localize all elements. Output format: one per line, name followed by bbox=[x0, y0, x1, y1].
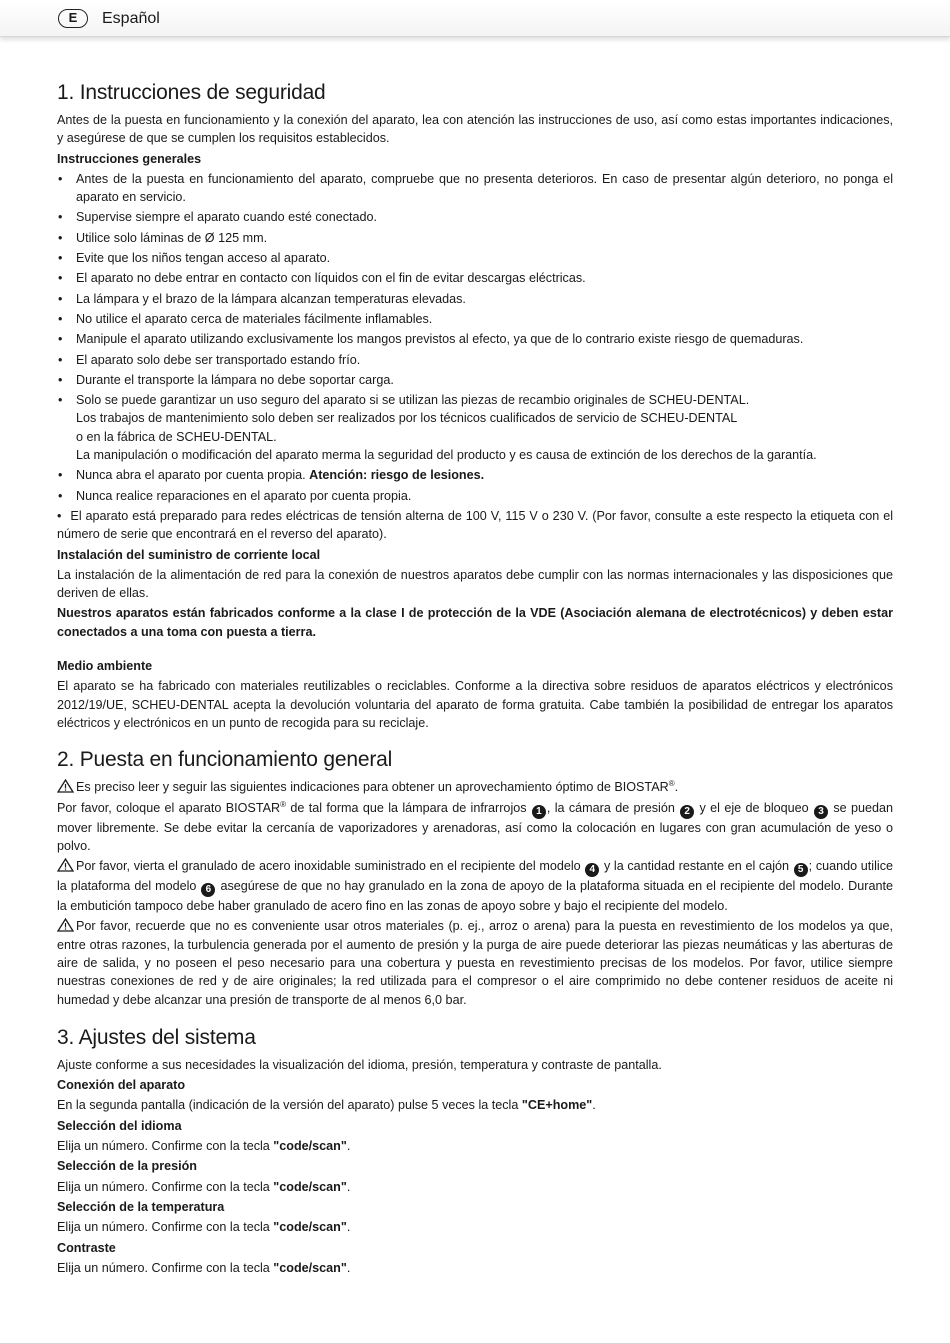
key-label: "CE+home" bbox=[521, 1098, 593, 1113]
materials-text bbox=[57, 917, 893, 1008]
text-span: Elija un número. Confirme con la tecla bbox=[57, 1220, 274, 1235]
page-header bbox=[0, 0, 950, 37]
text-span: asegúrese de que no hay granulado en la zona de apoyo de la plataforma situada en el recipiente del modelo. Durante la embutición tampoco debe haber granulado de acero fino en las zonas de apoyo sobre y bajo el recipiente del modelo. bbox=[57, 879, 893, 914]
text-span: se puedan mover libremente. Se debe evitar la cercanía de vaporizadores y arenadoras, así como la colocación en lugares con gran acumulación de yeso o polvo. bbox=[57, 800, 893, 853]
list-item: • Utilice solo láminas de Ø 125 mm. bbox=[57, 229, 893, 247]
registered-mark: ® bbox=[668, 779, 675, 789]
granulate-text bbox=[57, 857, 893, 915]
device-connection-text bbox=[57, 1096, 893, 1114]
power-supply-text: La instalación de la alimentación de red para la conexión de nuestros aparatos debe cumplir con las normas internacionales y las disposiciones que deriven de ellas. bbox=[57, 567, 893, 601]
pressure-selection-title: Selección de la presión bbox=[57, 1159, 197, 1174]
period: . bbox=[346, 1260, 351, 1275]
factory-text: o en la fábrica de SCHEU-DENTAL. bbox=[76, 429, 277, 444]
device-connection-title: Conexión del aparato bbox=[57, 1078, 186, 1093]
text-span: y el eje de bloqueo bbox=[695, 800, 813, 815]
spare-parts-text: Solo se puede garantizar un uso seguro del aparato si se utilizan las piezas de recambio originales de SCHEU-DENTAL. bbox=[76, 393, 750, 408]
settings-intro: Ajuste conforme a sus necesidades la visualización del idioma, presión, temperatura y contraste de pantalla. bbox=[57, 1057, 662, 1072]
injury-warning: Atención: riesgo de lesiones. bbox=[309, 468, 485, 483]
key-label: "code/scan" bbox=[273, 1260, 347, 1275]
text-span: Por favor, coloque el aparato BIOSTAR bbox=[57, 800, 281, 815]
registered-mark: ® bbox=[280, 799, 286, 809]
language-code-badge: E bbox=[58, 9, 88, 28]
period: . bbox=[346, 1220, 351, 1235]
warning-icon bbox=[57, 858, 74, 872]
list-item: • No utilice el aparato cerca de materiales fácilmente inflamables. bbox=[57, 310, 893, 328]
text-span: de tal forma que la lámpara de infrarrojos bbox=[286, 800, 531, 815]
number-badge-4: 4 bbox=[585, 863, 599, 877]
list-item: • La lámpara y el brazo de la lámpara alcanzan temperaturas elevadas. bbox=[57, 290, 893, 308]
text-span: Por favor, vierta el granulado de acero inoxidable suministrado en el recipiente del modelo bbox=[76, 859, 585, 874]
list-item: • Nunca realice reparaciones en el aparato por cuenta propia. bbox=[57, 487, 893, 505]
period: . bbox=[346, 1179, 351, 1194]
read-instructions-text: Es preciso leer y seguir las siguientes indicaciones para obtener un aprovechamiento óptimo de BIOSTAR bbox=[76, 780, 669, 795]
list-item-spare-parts bbox=[57, 391, 893, 464]
document-body bbox=[57, 80, 893, 1279]
text-span: En la segunda pantalla (indicación de la versión del aparato) pulse 5 veces la tecla bbox=[57, 1098, 522, 1113]
environment-title: Medio ambiente bbox=[57, 659, 153, 674]
list-item: • El aparato solo debe ser transportado estando frío. bbox=[57, 351, 893, 369]
maintenance-text: Los trabajos de mantenimiento solo deben ser realizados por los técnicos cualificados de servicio de SCHEU-DENTAL bbox=[76, 411, 738, 426]
number-badge-5: 5 bbox=[794, 863, 808, 877]
commissioning-note bbox=[57, 778, 893, 796]
text-span: Elija un número. Confirme con la tecla bbox=[57, 1139, 274, 1154]
list-item: • Supervise siempre el aparato cuando esté conectado. bbox=[57, 208, 893, 226]
text-span: Elija un número. Confirme con la tecla bbox=[57, 1260, 274, 1275]
warning-icon bbox=[57, 779, 74, 793]
power-supply-title: Instalación del suministro de corriente local bbox=[57, 547, 321, 562]
language-selection-text bbox=[57, 1137, 893, 1155]
key-label: "code/scan" bbox=[273, 1220, 347, 1235]
period: . bbox=[674, 780, 679, 795]
environment-text: El aparato se ha fabricado con materiales reutilizables o reciclables. Conforme a la directiva sobre residuos de aparatos eléctricos y electrónicos 2012/19/UE, SCHEU-DENTAL acepta la devolución voluntaria del aparato de forma gratuita. Cabe también la posibilidad de entregar los aparatos eléctricos y electrónicos en un punto de recogida para su reciclaje. bbox=[57, 679, 893, 730]
key-label: "code/scan" bbox=[273, 1179, 347, 1194]
language-name: Español bbox=[102, 10, 160, 27]
general-instructions-title: Instrucciones generales bbox=[57, 151, 202, 166]
text-span: Por favor, recuerde que no es conveniente usar otros materiales (p. ej., arroz o arena) para la puesta en revestimiento de los modelos ya que, entre otras razones, la turbulencia generada por el aumento de presión y la purga de aire puede deteriorar las piezas neumáticas y las aberturas de aire de salida, y no poseen el peso necesario para una cobertura y puesta en revestimiento precisas de los modelos. Por favor, utilice siempre nuestras conexiones de red y de aire originales; la red utilizada para el compresor o el aire comprimido no debe contener residuos de aceite ni humedad y debe alcanzar una presión de transporte de al menos 6,0 bar. bbox=[57, 919, 893, 1007]
list-item-voltage: • El aparato está preparado para redes eléctricas de tensión alterna de 100 V, 115 V o 230 V. (Por favor, consulte a este respecto la etiqueta con el número de serie que encontrará en el reverso del aparato). bbox=[57, 507, 893, 544]
list-item: • El aparato no debe entrar en contacto con líquidos con el fin de evitar descargas eléctricas. bbox=[57, 269, 893, 287]
number-badge-2: 2 bbox=[680, 805, 694, 819]
temperature-selection-text bbox=[57, 1218, 893, 1236]
number-badge-6: 6 bbox=[201, 883, 215, 897]
list-item: • Durante el transporte la lámpara no debe soportar carga. bbox=[57, 371, 893, 389]
list-item-open-device bbox=[57, 466, 893, 484]
text-span: Elija un número. Confirme con la tecla bbox=[57, 1179, 274, 1194]
general-instructions-list bbox=[57, 170, 893, 544]
pressure-selection-text bbox=[57, 1178, 893, 1196]
power-supply-warning bbox=[57, 604, 893, 641]
warranty-text: La manipulación o modificación del aparato merma la seguridad del producto y es causa de extinción de los derechos de la garantía. bbox=[76, 448, 817, 463]
number-badge-3: 3 bbox=[814, 805, 828, 819]
open-device-text: Nunca abra el aparato por cuenta propia. bbox=[76, 468, 306, 483]
period: . bbox=[346, 1139, 351, 1154]
key-label: "code/scan" bbox=[273, 1139, 347, 1154]
safety-intro: Antes de la puesta en funcionamiento y la conexión del aparato, lea con atención las instrucciones de uso, así como estas importantes indicaciones, y asegúrese de que se cumplen los requisitos establecidos. bbox=[57, 113, 893, 146]
protection-class-text: Nuestros aparatos están fabricados conforme a la clase I de protección de la VDE (Asociación alemana de electrotécnicos) y deben estar conectados a una toma con puesta a tierra. bbox=[57, 606, 893, 639]
temperature-selection-title: Selección de la temperatura bbox=[57, 1199, 225, 1214]
contrast-title: Contraste bbox=[57, 1240, 116, 1255]
language-selection-title: Selección del idioma bbox=[57, 1118, 182, 1133]
section-3-title: 3. Ajustes del sistema bbox=[57, 1025, 256, 1049]
contrast-text bbox=[57, 1259, 893, 1277]
placement-text bbox=[57, 799, 893, 856]
number-badge-1: 1 bbox=[532, 805, 546, 819]
section-1-title: 1. Instrucciones de seguridad bbox=[57, 81, 326, 104]
list-item: • Manipule el aparato utilizando exclusivamente los mangos previstos al efecto, ya que de lo contrario existe riesgo de quemaduras. bbox=[57, 330, 893, 348]
list-item: • Antes de la puesta en funcionamiento del aparato, compruebe que no presenta deterioros. En caso de presentar algún deterioro, no ponga el aparato en servicio. bbox=[57, 170, 893, 207]
list-item: • Evite que los niños tengan acceso al aparato. bbox=[57, 249, 893, 267]
text-span: , la cámara de presión bbox=[546, 800, 680, 815]
warning-icon bbox=[57, 918, 74, 932]
section-2-title: 2. Puesta en funcionamiento general bbox=[57, 748, 393, 772]
text-span: ; cuando utilice la plataforma del modelo bbox=[57, 859, 893, 894]
period: . bbox=[592, 1098, 596, 1113]
text-span: y la cantidad restante en el cajón bbox=[600, 859, 793, 874]
